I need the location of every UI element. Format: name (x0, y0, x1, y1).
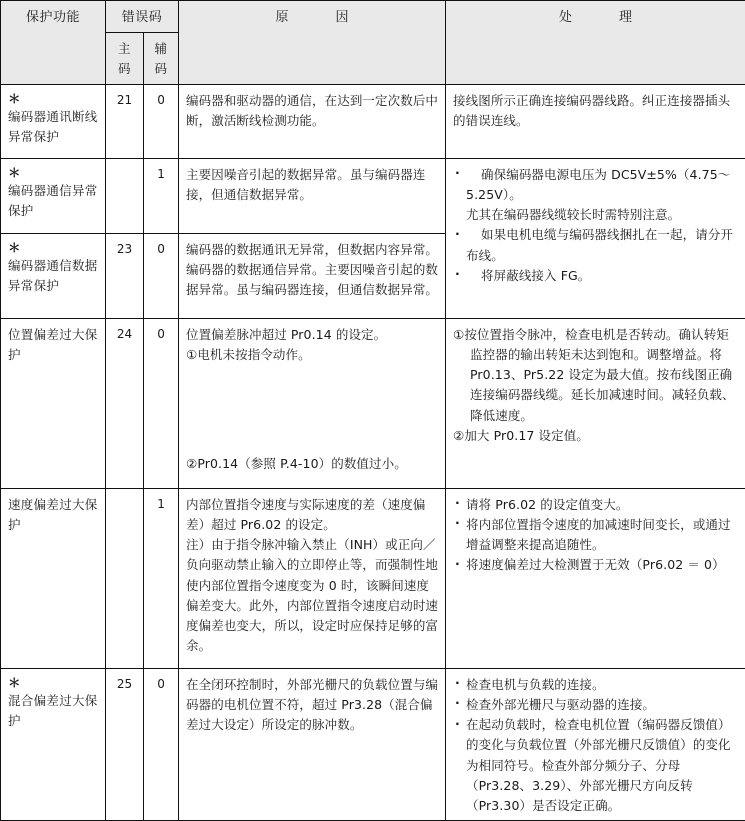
protection-function-label: 位置偏差过大保护 (8, 327, 98, 362)
treatment-item-1: ①按位置指令脉冲，检查电机是否转动。确认转矩监控器的输出转矩未达到饱和。调整增益。将 Pr0.13、Pr5.22 设定为最大值。按布线图正确连接编码器线缆。延长加减速时间。减轻负载、降低速度。 (453, 325, 738, 426)
cause-text: 编码器的数据通讯无异常，但数据内容异常。编码器的数据通信异常。主要因噪音引起的数据异常。虽与编码器连接，但通信数据异常。 (186, 240, 438, 301)
main-code-cell: 23 (106, 233, 144, 318)
protection-function-cell (1, 318, 106, 488)
protection-function-cell (1, 233, 106, 318)
protection-function-cell (1, 488, 106, 668)
protection-function-label: 混合偏差过大保护 (8, 693, 98, 728)
main-code-cell: 21 (106, 84, 144, 158)
sub-code-cell: 0 (144, 668, 179, 821)
cause-text: 内部位置指令速度与实际速度的差（速度偏差）超过 Pr6.02 的设定。 (186, 495, 438, 536)
main-code-cell (106, 488, 144, 668)
cause-cell (179, 84, 446, 158)
list-item (453, 495, 738, 515)
cause-text-item-2: ②Pr0.14（参照 P.4-10）的数值过小。 (186, 454, 438, 474)
protection-function-label: 编码器通信异常保护 (8, 183, 98, 218)
treatment-cell (446, 318, 745, 488)
star-marker: ＊ (8, 91, 98, 106)
sub-code-cell: 0 (144, 84, 179, 158)
protection-function-label: 编码器通信数据异常保护 (8, 258, 98, 293)
table-header (1, 1, 745, 85)
header-cause: 原 因 (179, 1, 446, 85)
main-code-cell (106, 158, 144, 233)
main-code-cell: 24 (106, 318, 144, 488)
treatment-cell (446, 488, 745, 668)
sub-code-cell: 0 (144, 318, 179, 488)
table-row (1, 84, 745, 158)
treatment-bullet-list (453, 495, 738, 576)
list-item (453, 205, 738, 225)
list-item (453, 515, 738, 556)
cause-text: 编码器和驱动器的通信，在达到一定次数后中断，激活断线检测功能。 (186, 91, 438, 132)
table-row (1, 668, 745, 821)
treatment-bullet-text: 如果电机电缆与编码器线捆扎在一起，请分开布线。 (466, 227, 733, 262)
treatment-bullet-text: 将内部位置指令速度的加减速时间变长，或通过增益调整来提高追随性。 (466, 517, 731, 552)
header-treatment: 处 理 (446, 1, 745, 85)
cause-text: 位置偏差脉冲超过 Pr0.14 的设定。 (186, 325, 438, 345)
protection-function-cell (1, 158, 106, 233)
sub-code-cell: 1 (144, 488, 179, 668)
treatment-bullet-text: 确保编码器电源电压为 DC5V±5%（4.75～5.25V）。 (466, 167, 730, 202)
treatment-bullet-list (453, 675, 738, 817)
sub-code-cell: 0 (144, 233, 179, 318)
list-item (453, 555, 738, 575)
treatment-bullet-text: 将速度偏差过大检测置于无效（Pr6.02 ＝ 0） (466, 557, 725, 572)
list-item (453, 266, 738, 286)
list-item (453, 675, 738, 695)
header-row-top (1, 1, 745, 33)
cause-text: 在全闭环控制时，外部光栅尺的负载位置与编码器的电机位置不符，超过 Pr3.28（混合偏差过大设定）所设定的脉冲数。 (186, 675, 438, 736)
header-main-code: 主码 (106, 33, 144, 85)
cause-text: 主要因噪音引起的数据异常。虽与编码器连接，但通信数据异常。 (186, 165, 438, 206)
table-row (1, 158, 745, 233)
treatment-bullet-text: 请将 Pr6.02 的设定值变大。 (466, 497, 628, 512)
header-protection-function: 保护功能 (1, 1, 106, 85)
treatment-cell (446, 668, 745, 821)
header-sub-code: 辅码 (144, 33, 179, 85)
star-marker: ＊ (8, 165, 98, 180)
list-item (453, 715, 738, 816)
table-body (1, 84, 745, 821)
list-item (453, 695, 738, 715)
cause-text-item-1: ①电机未按指令动作。 (186, 345, 438, 365)
protection-function-cell (1, 84, 106, 158)
treatment-text: 接线图所示正确连接编码器线路。纠正连接器插头的错误连线。 (453, 91, 738, 132)
treatment-item-2: ②加大 Pr0.17 设定值。 (453, 426, 738, 446)
table-row (1, 488, 745, 668)
cause-cell (179, 318, 446, 488)
protection-function-cell (1, 668, 106, 821)
cause-cell (179, 233, 446, 318)
sub-code-cell: 1 (144, 158, 179, 233)
treatment-bullet-text: 将屏蔽线接入 FG。 (466, 268, 590, 283)
treatment-cell (446, 84, 745, 158)
cause-cell (179, 668, 446, 821)
cause-cell (179, 488, 446, 668)
protection-function-label: 速度偏差过大保护 (8, 497, 98, 532)
treatment-bullet-text: 尤其在编码器线缆较长时需特别注意。 (466, 207, 680, 222)
list-item (453, 165, 738, 206)
star-marker: ＊ (8, 240, 98, 255)
treatment-cell (446, 158, 745, 318)
treatment-bullet-text: 检查电机与负载的连接。 (466, 677, 605, 692)
cause-cell (179, 158, 446, 233)
main-code-cell: 25 (106, 668, 144, 821)
cause-note: 注）由于指令脉冲输入禁止（INH）或正向／负向驱动禁止输入的立即停止等，而强制性地使内部位置指令速度变为 0 时，该瞬间速度偏差变大。此外，内部位置指令速度启动时速度偏差也变大，所以，设定时应保持足够的富余。 (186, 535, 438, 657)
treatment-bullet-text: 检查外部光栅尺与驱动器的连接。 (466, 697, 655, 712)
list-item (453, 225, 738, 266)
star-marker: ＊ (8, 675, 98, 690)
table-row (1, 318, 745, 488)
protection-function-label: 编码器通讯断线异常保护 (8, 109, 98, 144)
treatment-bullet-text: 在起动负载时，检查电机位置（编码器反馈值）的变化与负载位置（外部光栅尺反馈值）的变化为相同符号。检查外部分频分子、分母（Pr3.28、3.29）、外部光栅尺方向反转（Pr3.30）是否设定正确。 (466, 717, 731, 813)
header-error-code: 错误码 (106, 1, 179, 33)
treatment-bullet-list (453, 165, 738, 287)
